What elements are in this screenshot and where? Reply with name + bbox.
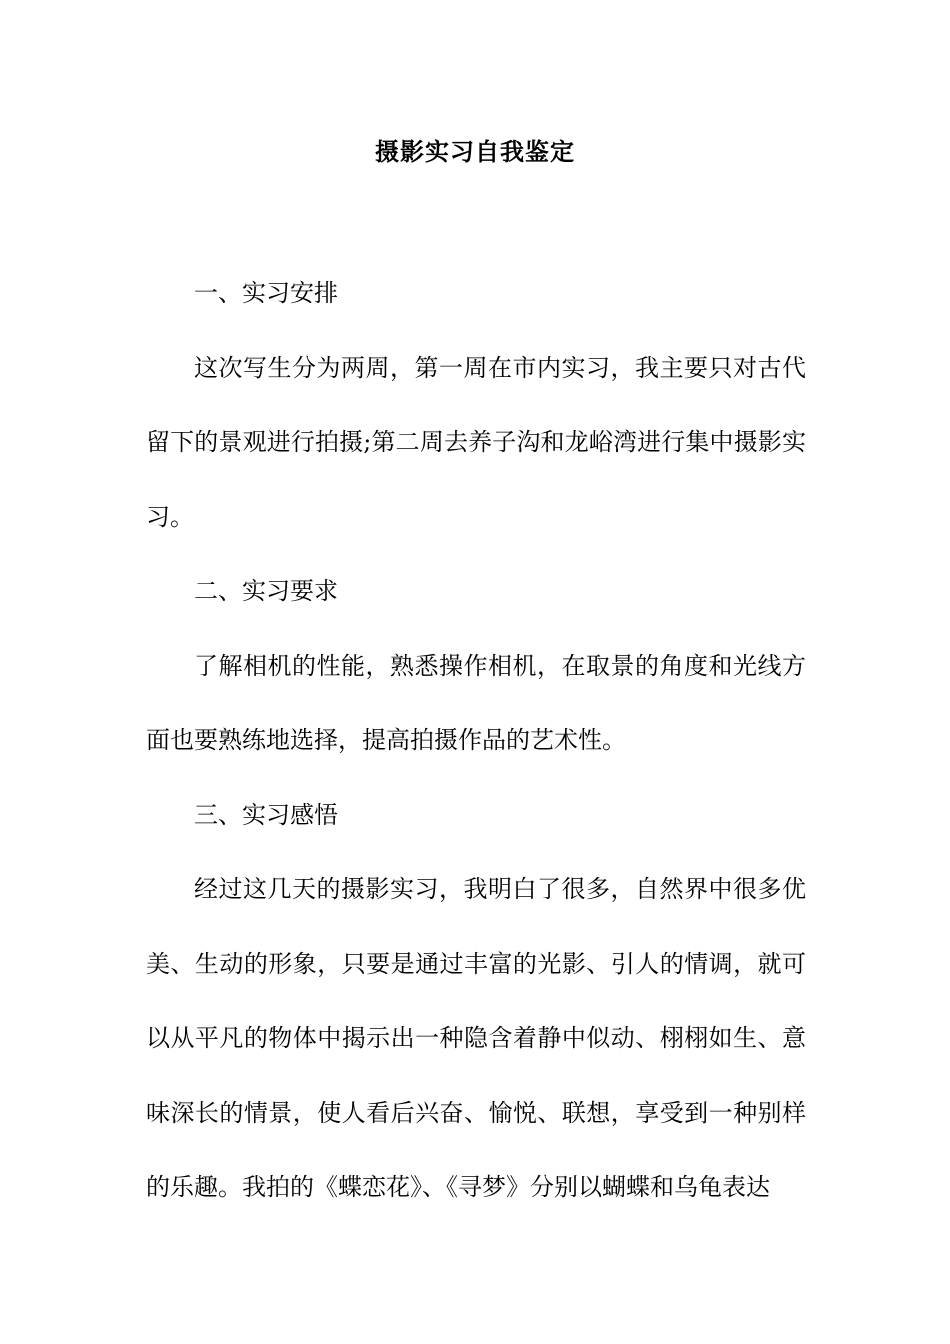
paragraph-requirements: 了解相机的性能，熟悉操作相机，在取景的角度和光线方面也要熟练地选择，提高拍摄作品的艺术性。 <box>146 651 806 754</box>
section-heading-requirements: 二、实习要求 <box>194 577 338 605</box>
paragraph-arrangement: 这次写生分为两周，第一周在市内实习，我主要只对古代留下的景观进行拍摄;第二周去养子沟和龙峪湾进行集中摄影实习。 <box>146 353 806 531</box>
document-body <box>146 256 806 1225</box>
section-heading-reflections: 三、实习感悟 <box>194 800 338 829</box>
paragraph-reflections: 经过这几天的摄影实习，我明白了很多，自然界中很多优美、生动的形象，只要是通过丰富的光影、引人的情调，就可以从平凡的物体中揭示出一种隐含着静中似动、栩栩如生、意味深长的情景，使人看后兴奋、愉悦、联想，享受到一种别样的乐趣。我拍的《蝶恋花》、《寻梦》分别以蝴蝶和乌龟表达 <box>146 875 806 1201</box>
document-title: 摄影实习自我鉴定 <box>375 137 575 166</box>
section-heading-arrangement: 一、实习安排 <box>194 279 338 307</box>
